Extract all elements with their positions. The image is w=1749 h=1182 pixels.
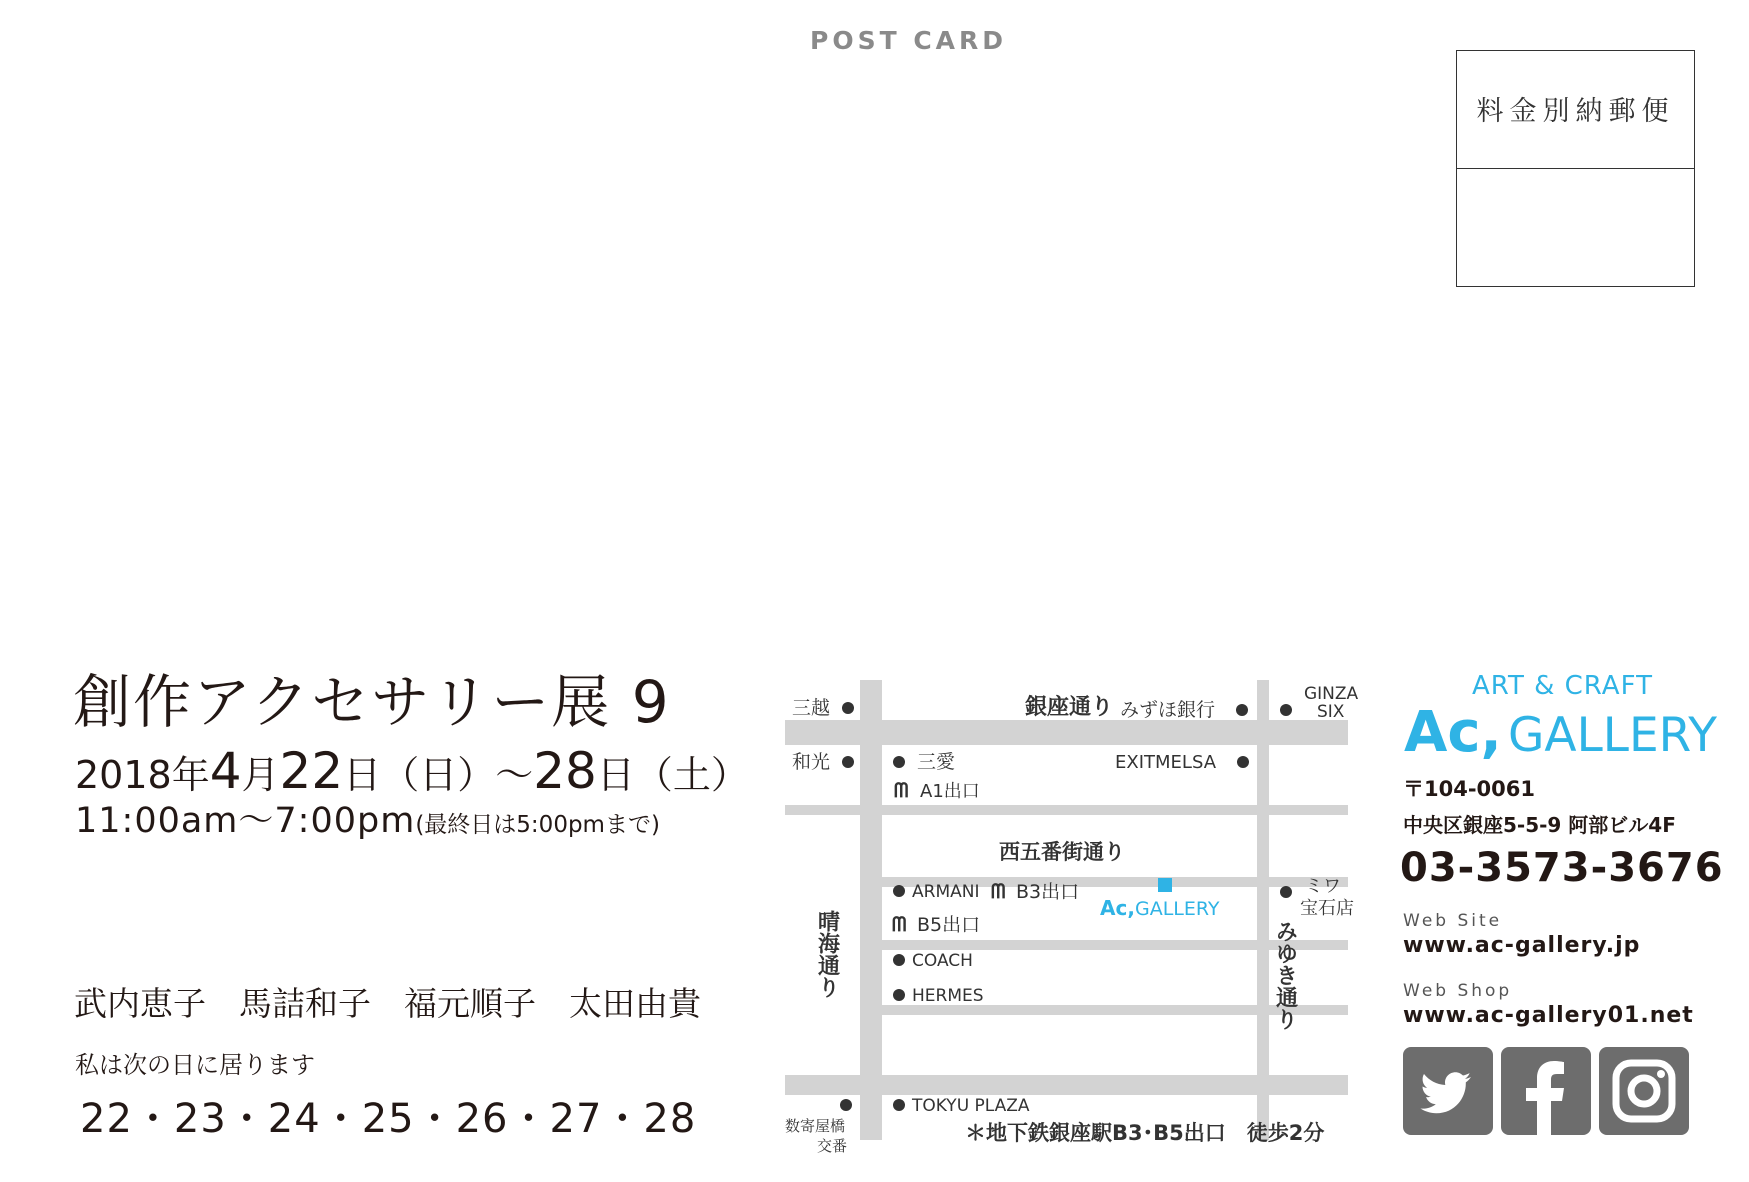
- gallery-logo-mark: Ac,: [1404, 700, 1502, 762]
- web-site-label: Web Site: [1403, 911, 1503, 931]
- map-label-ginza-dori: 銀座通り: [1025, 695, 1114, 720]
- map-dot: [842, 756, 854, 768]
- date-day-unit: 日: [343, 753, 382, 797]
- gallery-postal-code: 〒104-0061: [1403, 777, 1535, 801]
- road-miyuki-dori: [1257, 680, 1269, 1140]
- presence-days: 22・23・24・25・26・27・28: [80, 1096, 697, 1142]
- map-label-sukiyabashi-1: 数寄屋橋: [785, 1117, 846, 1135]
- map-label-hermes: HERMES: [912, 986, 984, 1006]
- map-label-a1: A1出口: [920, 781, 980, 802]
- postage-text: 料金別納郵便: [1476, 96, 1675, 127]
- postage-box: [1456, 50, 1695, 287]
- gallery-tagline: ART & CRAFT: [1472, 671, 1653, 701]
- map-label-nishigoban: 西五番街通り: [999, 840, 1125, 864]
- instagram-icon[interactable]: [1599, 1047, 1689, 1135]
- exhibition-date: [75, 742, 749, 800]
- map-dot: [1280, 886, 1292, 898]
- date-end: 28: [533, 742, 597, 800]
- metro-icon: ᗰ: [991, 879, 1006, 903]
- time-range: 11:00am～7:00pm: [75, 801, 416, 841]
- postcard-label: POST CARD: [810, 26, 1008, 55]
- map-access-note: ＊地下鉄銀座駅B3･B5出口 徒歩2分: [965, 1121, 1325, 1145]
- date-end-unit: 日: [596, 753, 635, 797]
- web-site-link[interactable]: www.ac-gallery.jp: [1403, 933, 1641, 958]
- map-label-mitsukoshi: 三越: [792, 697, 831, 719]
- map-label-ginza-six-2: SIX: [1317, 702, 1345, 722]
- map-gallery-mark: Ac,: [1100, 896, 1135, 920]
- map-dot: [893, 885, 905, 897]
- gallery-logo: [1404, 700, 1724, 766]
- facebook-icon[interactable]: [1501, 1047, 1591, 1135]
- gallery-phone: 03-3573-3676: [1400, 845, 1724, 891]
- map-dot: [1236, 704, 1248, 716]
- metro-icon: ᗰ: [894, 778, 909, 802]
- map-dot: [1237, 756, 1249, 768]
- map-label-miwa-1: ミワ: [1305, 876, 1341, 897]
- map-label-harumi-dori: 晴海通り: [814, 910, 840, 998]
- map-label-coach: COACH: [912, 951, 973, 971]
- map-dot: [893, 1099, 905, 1111]
- gallery-logo-name: GALLERY: [1508, 708, 1717, 762]
- presence-note: 私は次の日に居ります: [75, 1051, 315, 1079]
- road-ginza-dori: [785, 720, 1348, 745]
- map-label-b3: B3出口: [1016, 881, 1080, 903]
- map-label-wako: 和光: [792, 751, 831, 773]
- map-label-miyuki-dori: みゆき通り: [1272, 920, 1298, 1030]
- map-dot: [842, 702, 854, 714]
- map-label-exitmelsa: EXITMELSA: [1115, 752, 1217, 773]
- web-shop-link[interactable]: www.ac-gallery01.net: [1403, 1003, 1694, 1028]
- exhibition-time: [75, 793, 660, 843]
- map-dot: [840, 1099, 852, 1111]
- map-label-mizuho: みずほ銀行: [1120, 699, 1216, 721]
- map-dot: [893, 756, 905, 768]
- map-label-sanai: 三愛: [917, 751, 956, 773]
- map-label-tokyu: TOKYU PLAZA: [912, 1096, 1030, 1116]
- map-dot: [893, 954, 905, 966]
- metro-icon: ᗰ: [892, 912, 907, 936]
- map-label-miwa-2: 宝石店: [1300, 898, 1354, 919]
- access-map: [775, 670, 1360, 1160]
- artist-names: 武内恵子 馬詰和子 福元順子 太田由貴: [74, 984, 701, 1023]
- road-harumi-dori: [860, 680, 882, 1140]
- date-dow-end: （土）: [634, 753, 749, 797]
- map-label-b5: B5出口: [917, 914, 981, 936]
- date-year: 2018年: [75, 753, 210, 797]
- web-shop-label: Web Shop: [1403, 981, 1513, 1001]
- map-gallery-name: GALLERY: [1135, 898, 1220, 920]
- date-month: 4: [209, 742, 242, 800]
- twitter-icon[interactable]: [1403, 1047, 1493, 1135]
- date-month-unit: 月: [241, 753, 280, 797]
- map-dot: [1280, 704, 1292, 716]
- map-label-sukiyabashi-2: 交番: [817, 1137, 848, 1155]
- map-dot: [893, 989, 905, 1001]
- gallery-address: 中央区銀座5-5-9 阿部ビル4F: [1403, 813, 1676, 837]
- map-label-ginza-six-1: GINZA: [1304, 684, 1359, 704]
- road-second: [785, 805, 1348, 815]
- map-roads: [785, 680, 1348, 1140]
- postage-divider: [1457, 168, 1694, 169]
- date-day: 22: [279, 742, 344, 800]
- road-bottom: [785, 1075, 1348, 1095]
- exhibition-title: 創作アクセサリー展 9: [73, 668, 671, 736]
- date-dow-start: （日）～: [381, 753, 534, 797]
- map-label-armani: ARMANI: [912, 882, 980, 902]
- gallery-location-marker: [1158, 878, 1172, 892]
- time-note: (最終日は5:00pmまで): [415, 812, 660, 838]
